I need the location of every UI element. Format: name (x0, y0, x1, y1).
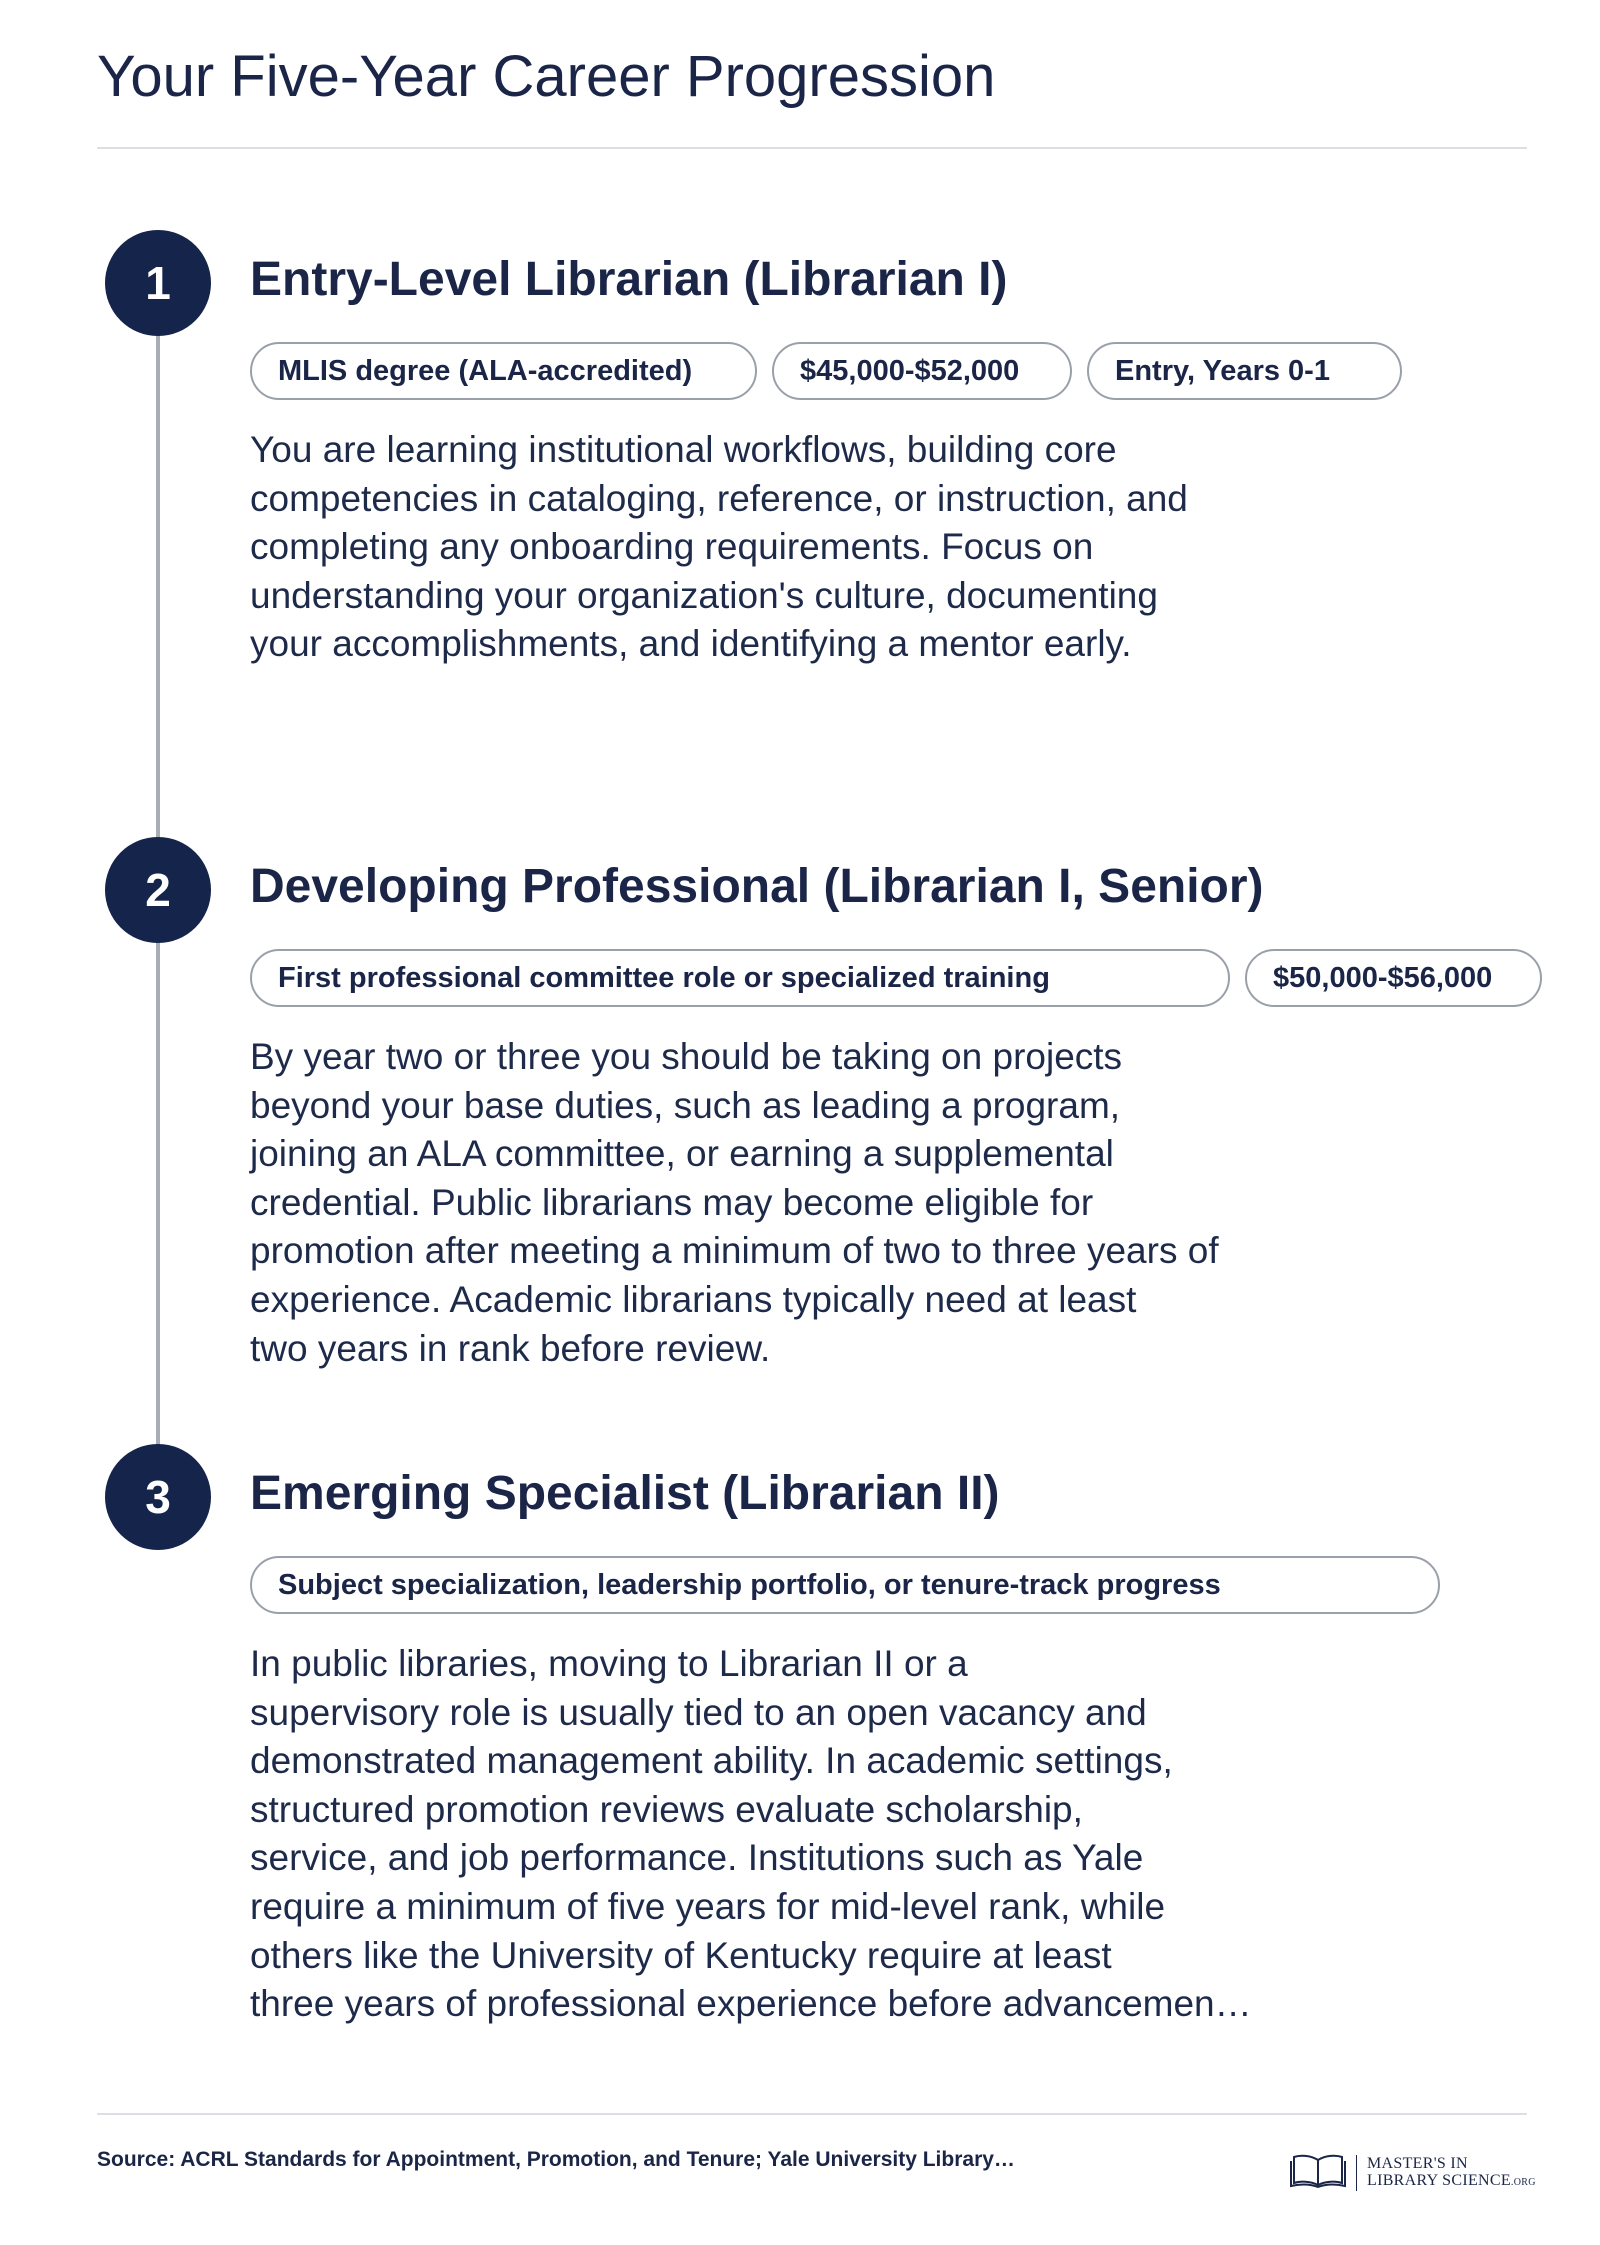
step-title: Emerging Specialist (Librarian II) (250, 1467, 1000, 1520)
tag-requirement: First professional committee role or specialized training (250, 949, 1230, 1007)
step-number-badge: 1 (105, 230, 211, 336)
step-description: In public libraries, moving to Librarian II or a supervisory role is usually tied to an open vacancy and demonstrated management ability. In academic settings, structured promotion reviews evaluate scholarship, service, and job performance. Institutions such as Yale require a minimum of five years for mid-level rank, while others like the University of Kentucky require at least three years of professional experience before advancemen… (250, 1643, 1252, 2025)
step-tags (250, 1556, 1440, 1614)
tag-salary: $45,000-$52,000 (772, 342, 1072, 400)
step-title: Developing Professional (Librarian I, Senior) (250, 860, 1264, 913)
step-number-badge: 2 (105, 837, 211, 943)
tag-timeframe: Entry, Years 0-1 (1087, 342, 1402, 400)
site-logo (1290, 2152, 1536, 2193)
header-divider (97, 147, 1527, 149)
tag-requirement: Subject specialization, leadership portfolio, or tenure-track progress (250, 1556, 1440, 1614)
step-number-badge: 3 (105, 1444, 211, 1550)
logo-wordmark: MASTER'S IN LIBRARY SCIENCE.ORG (1367, 2154, 1536, 2189)
step-title: Entry-Level Librarian (Librarian I) (250, 253, 1008, 306)
step-description: You are learning institutional workflows, building core competencies in cataloging, reference, or instruction, and completing any onboarding requirements. Focus on understanding your organization's culture, documenting your accomplishments, and identifying a mentor early. (250, 429, 1188, 665)
source-citation: Source: ACRL Standards for Appointment, Promotion, and Tenure; Yale University Library… (97, 2148, 1015, 2171)
footer-divider (97, 2113, 1527, 2115)
step-description: By year two or three you should be taking on projects beyond your base duties, such as leading a program, joining an ALA committee, or earning a supplemental credential. Public librarians may become eligible for promotion after meeting a minimum of two to three years of experience. Academic librarians typically need at least two years in rank before review. (250, 1036, 1219, 1369)
open-book-icon (1290, 2152, 1346, 2193)
page-title: Your Five-Year Career Progression (97, 44, 996, 109)
tag-requirement: MLIS degree (ALA-accredited) (250, 342, 757, 400)
step-tags (250, 342, 1402, 400)
step-tags (250, 949, 1542, 1007)
logo-divider (1356, 2155, 1357, 2191)
tag-salary: $50,000-$56,000 (1245, 949, 1542, 1007)
